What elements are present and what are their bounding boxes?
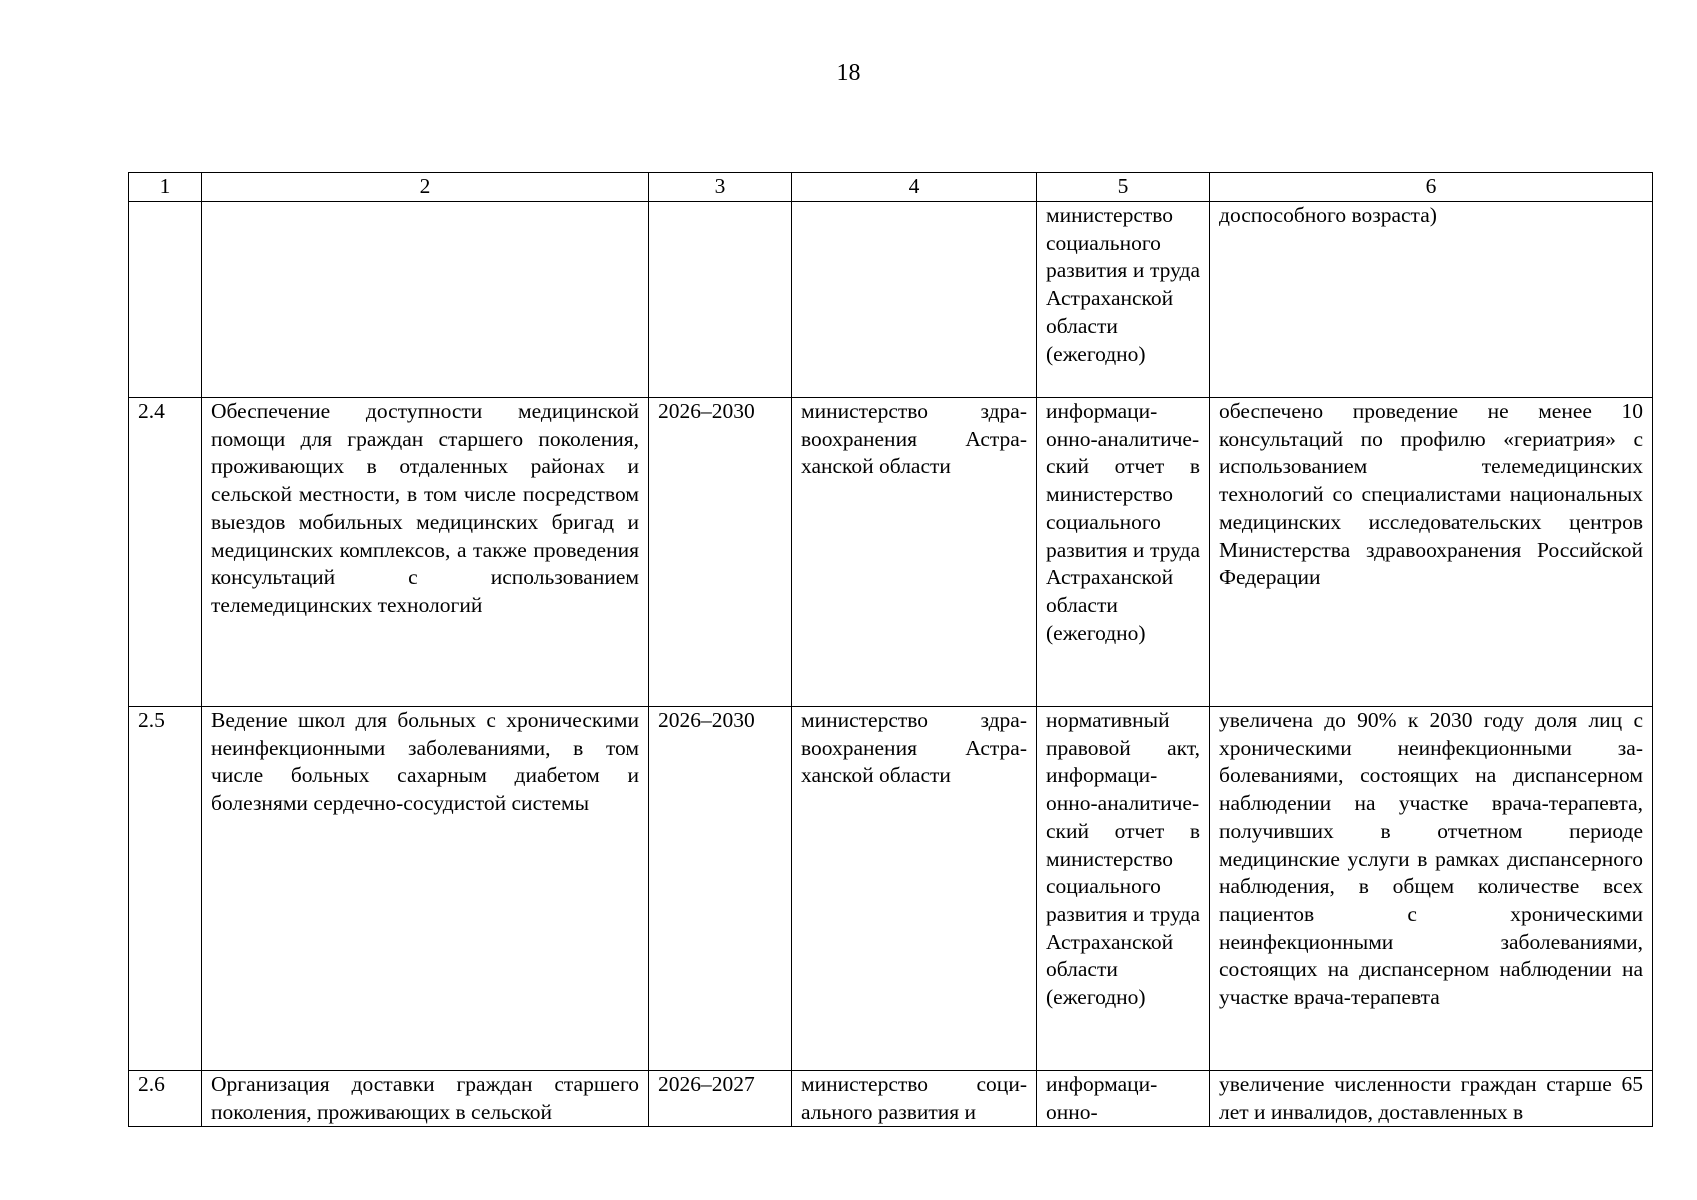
implementation-period <box>649 202 792 398</box>
activities-table <box>128 172 1653 1127</box>
reporting-document: министерство социального развития и труда Астраханской области (ежегодно) <box>1037 202 1210 398</box>
event-description: Организация доставки граждан старшего поколения, проживающих в сельской <box>202 1071 649 1127</box>
column-number-row <box>129 173 1653 202</box>
responsible-executor: министерство здравоохранения Астраханской области <box>792 398 1037 707</box>
reporting-document: нормативный правовой акт, информационно-аналитический отчет в министерство социального развития и труда Астраханской области (ежегодно) <box>1037 707 1210 1071</box>
column-header: 6 <box>1210 173 1653 202</box>
event-description <box>202 202 649 398</box>
item-number: 2.6 <box>129 1071 202 1127</box>
expected-result: обеспечено проведение не менее 10 консультаций по профилю «гериатрия» с использованием телемедицинских технологий со специалистами национальных медицинских исследовательских центров Министерства здравоохранения Российской Федерации <box>1210 398 1653 707</box>
item-number: 2.4 <box>129 398 202 707</box>
reporting-document: информационно- <box>1037 1071 1210 1127</box>
item-number: 2.5 <box>129 707 202 1071</box>
responsible-executor: министерство здравоохранения Астраханской области <box>792 707 1037 1071</box>
implementation-period: 2026–2030 <box>649 398 792 707</box>
expected-result: увеличена до 90% к 2030 году доля лиц с хроническими неинфекционными заболеваниями, состоящих на диспансерном наблюдении на участке врача-терапевта, получивших в отчетном периоде медицинские услуги в рамках диспансерного наблюдения, в общем количестве всех пациентов с хроническими неинфекционными заболеваниями, состоящих на диспансерном наблюдении на участке врача-терапевта <box>1210 707 1653 1071</box>
column-header: 3 <box>649 173 792 202</box>
event-description: Обеспечение доступности медицинской помощи для граждан старшего поколения, проживающих в отдаленных районах и сельской местности, в том числе посредством выездов мобильных медицинских бригад и медицинских комплексов, а также проведения консультаций с использованием телемедицинских технологий <box>202 398 649 707</box>
column-header: 2 <box>202 173 649 202</box>
table-row <box>129 202 1653 398</box>
table-row <box>129 1071 1653 1127</box>
implementation-period: 2026–2030 <box>649 707 792 1071</box>
reporting-document: информационно-аналитический отчет в министерство социального развития и труда Астраханской области (ежегодно) <box>1037 398 1210 707</box>
column-header: 4 <box>792 173 1037 202</box>
event-description: Ведение школ для больных с хроническими неинфекционными заболеваниями, в том числе больных сахарным диабетом и болезнями сердечно-сосудистой системы <box>202 707 649 1071</box>
table-row <box>129 398 1653 707</box>
page-number: 18 <box>836 60 861 86</box>
table-row <box>129 707 1653 1071</box>
responsible-executor <box>792 202 1037 398</box>
column-header: 5 <box>1037 173 1210 202</box>
column-header: 1 <box>129 173 202 202</box>
implementation-period: 2026–2027 <box>649 1071 792 1127</box>
responsible-executor: министерство социального развития и <box>792 1071 1037 1127</box>
item-number <box>129 202 202 398</box>
expected-result: увеличение численности граждан старше 65 лет и инвалидов, доставленных в <box>1210 1071 1653 1127</box>
expected-result: доспособного возраста) <box>1210 202 1653 398</box>
